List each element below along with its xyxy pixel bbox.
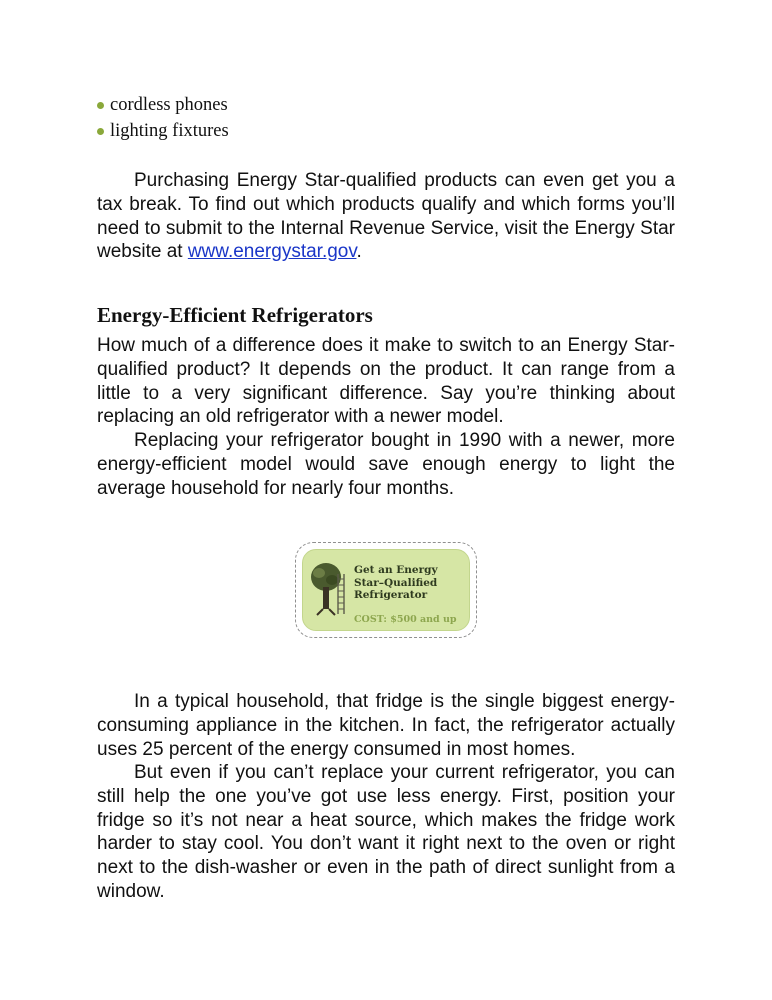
- bullet-list: [96, 92, 676, 144]
- coupon-panel: [302, 549, 470, 631]
- coupon-line: Get an Energy: [354, 564, 438, 576]
- section-heading: Energy-Efficient Refrigerators: [97, 303, 373, 327]
- list-item: [96, 92, 676, 118]
- coupon-line: Refrigerator: [354, 589, 428, 601]
- switch-paragraph: How much of a difference does it make to switch to an Energy Star-qualified product? It depends on the product. It can range from a little to a very significant difference. Say you’re thinking about replacing an old refrigerator with a newer model.: [97, 335, 675, 428]
- tax-break-text: Purchasing Energy Star-qualified products can even get you a tax break. To find out which products qualify and which forms you’ll need to submit to the Internal Revenue Service, visit the Energy Star website at: [97, 170, 675, 263]
- tree-with-ladder-icon: [309, 560, 349, 618]
- coupon-graphic: [295, 542, 477, 638]
- bullet-dot-icon: [97, 128, 104, 135]
- bullet-dot-icon: [97, 102, 104, 109]
- list-item: [96, 118, 676, 144]
- household-paragraph: In a typical household, that fridge is the single biggest energy-consuming appliance in the kitchen. In fact, the refrigerator actually uses 25 percent of the energy consumed in most homes.: [97, 691, 675, 760]
- tax-break-period: .: [356, 241, 362, 263]
- position-paragraph: But even if you can’t replace your current refrigerator, you can still help the one you’ve got use less energy. First, position your fridge so it’s not near a heat source, which makes the fridge work harder to stay cool. You don’t want it right next to the oven or right next to the dish-washer or even in the path of direct sunlight from a window.: [97, 762, 675, 902]
- coupon-title: [354, 564, 476, 602]
- energystar-link[interactable]: www.energystar.gov: [187, 241, 357, 263]
- list-item-text: cordless phones: [110, 95, 228, 115]
- coupon-cost: COST: $500 and up: [354, 614, 457, 625]
- coupon-line: Star–Qualified: [354, 576, 438, 589]
- list-item-text: lighting fixtures: [110, 121, 229, 141]
- replacing-paragraph: Replacing your refrigerator bought in 1990 with a newer, more energy-efficient model would save enough energy to light the average household for nearly four months.: [97, 430, 675, 499]
- tax-break-paragraph: [97, 169, 675, 264]
